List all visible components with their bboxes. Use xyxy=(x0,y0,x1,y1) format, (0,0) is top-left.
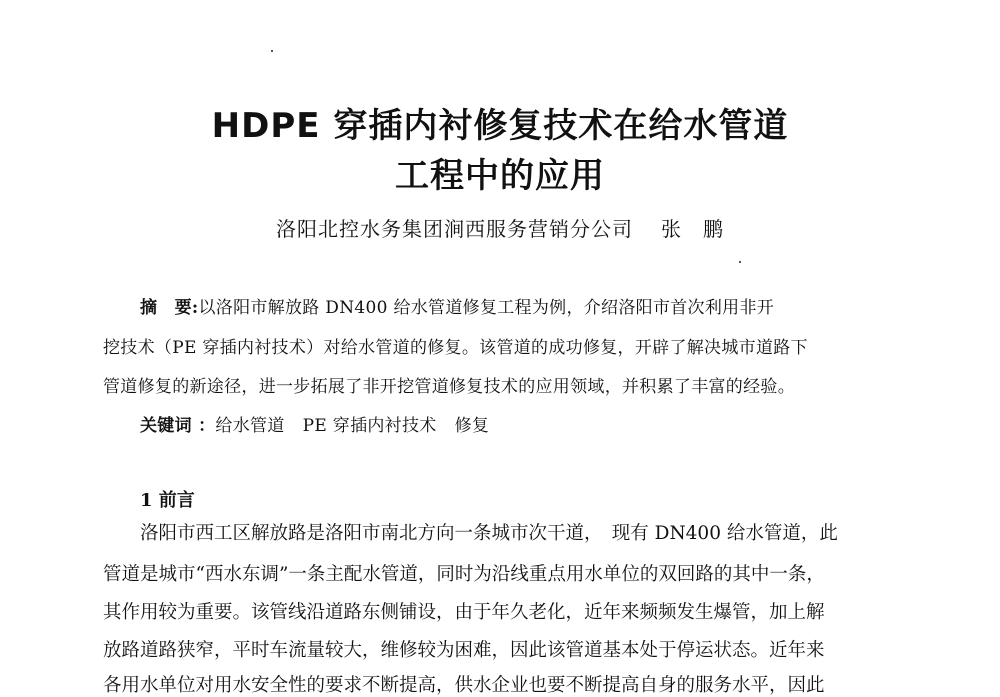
author-name: 张 鹏 xyxy=(661,217,724,241)
paper-title-line-1: HDPE 穿插内衬修复技术在给水管道 xyxy=(211,106,789,146)
abstract-label: 摘 要: xyxy=(140,298,199,318)
body-line: 管道是城市“西水东调”一条主配水管道，同时为沿线重点用水单位的双回路的其中一条， xyxy=(103,564,825,585)
keyword-item: PE 穿插内衬技术 xyxy=(302,416,437,436)
scan-speck xyxy=(271,50,273,52)
abstract-text: 以洛阳市解放路 DN400 给水管道修复工程为例，介绍洛阳市首次利用非开 xyxy=(198,298,775,318)
section-heading: 1 前言 xyxy=(140,490,195,511)
author-byline xyxy=(0,213,1000,242)
keyword-item: 修复 xyxy=(454,416,490,436)
scan-speck xyxy=(739,261,741,263)
abstract-line-1 xyxy=(140,293,940,318)
body-line: 各用水单位对用水安全性的要求不断提高，供水企业也要不断提高自身的服务水平，因此 xyxy=(103,675,825,696)
abstract-line-2: 挖技术（PE 穿插内衬技术）对给水管道的修复。该管道的成功修复，开辟了解决城市道路下 xyxy=(103,338,808,358)
body-line: 洛阳市西工区解放路是洛阳市南北方向一条城市次干道， 现有 DN400 给水管道，此 xyxy=(140,523,838,544)
paper-title-line-2: 工程中的应用 xyxy=(395,156,605,196)
author-affiliation: 洛阳北控水务集团涧西服务营销分公司 xyxy=(276,217,633,241)
body-line: 其作用较为重要。该管线沿道路东侧铺设，由于年久老化，近年来频频发生爆管，加上解 xyxy=(103,602,825,623)
keyword-item: 给水管道 xyxy=(215,416,285,436)
keywords-label: 关键词 ： xyxy=(140,416,216,436)
abstract-line-3: 管道修复的新途径，进一步拓展了非开挖管道修复技术的应用领域，并积累了丰富的经验。 xyxy=(103,377,795,397)
keywords-line xyxy=(140,411,940,436)
body-line: 放路道路狭窄，平时车流量较大，维修较为困难，因此该管道基本处于停运状态。近年来 xyxy=(103,640,825,661)
